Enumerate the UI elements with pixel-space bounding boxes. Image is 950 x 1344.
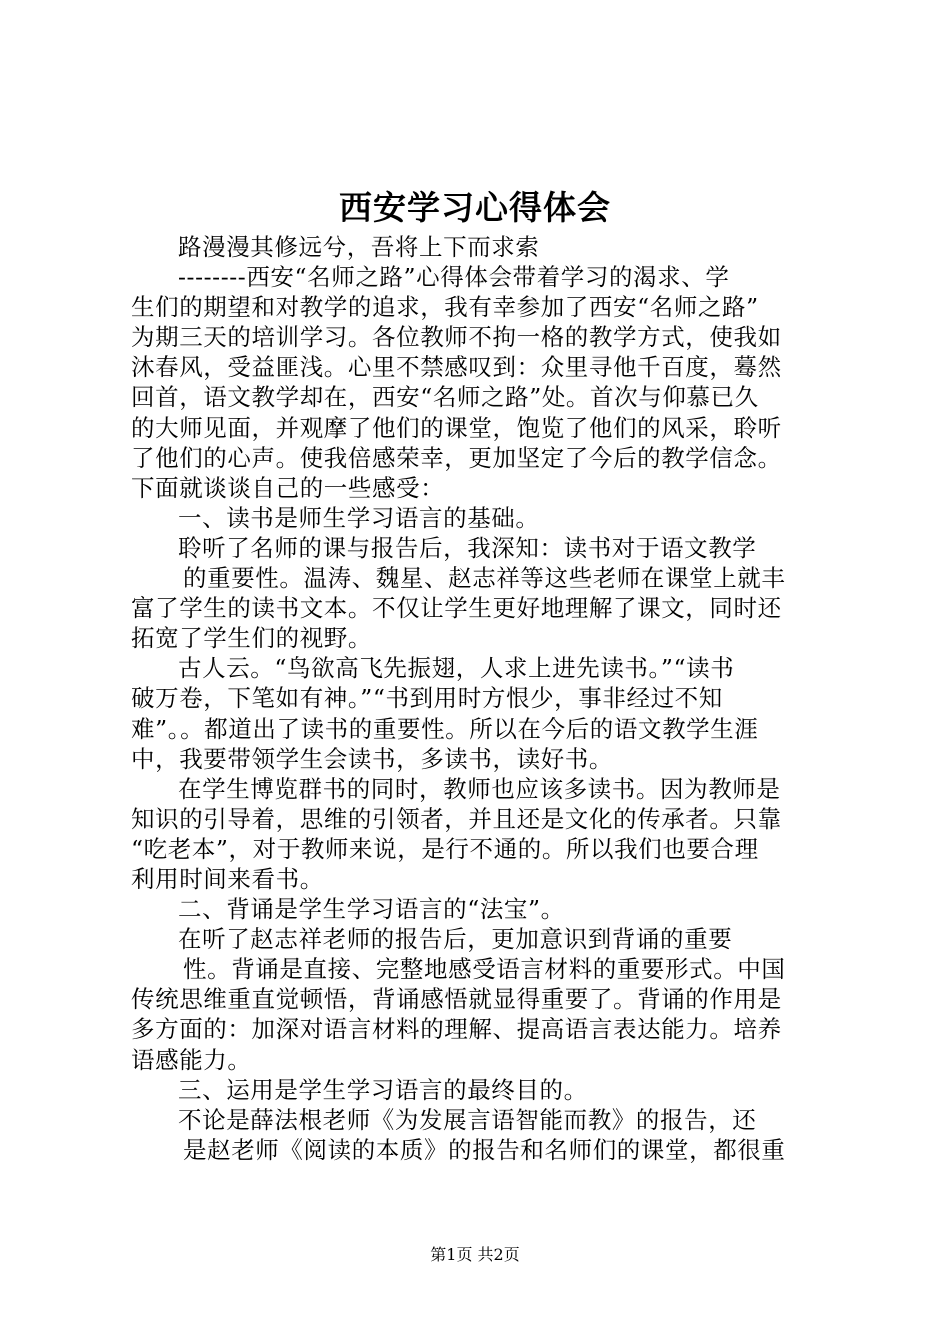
text-line: 二、背诵是学生学习语言的“法宝”。 [178,895,565,924]
text-line: 拓宽了学生们的视野。 [131,624,372,653]
text-line: 生们的期望和对教学的追求，我有幸参加了西安“名师之路” [131,293,759,322]
text-line: --------西安“名师之路”心得体会带着学习的渴求、学 [178,263,730,292]
text-line: 下面就谈谈自己的一些感受： [131,473,445,502]
text-line: 中，我要带领学生会读书，多读书，读好书。 [131,744,613,773]
text-line: 是赵老师《阅读的本质》的报告和名师们的课堂，都很重 [183,1135,786,1164]
text-line: 回首，语文教学却在，西安“名师之路”处。首次与仰慕已久 [131,383,759,412]
text-line: 了他们的心声。使我倍感荣幸，更加坚定了今后的教学信念。 [131,443,782,472]
text-line: “吃老本”，对于教师来说，是行不通的。所以我们也要合理 [131,834,759,863]
text-line: 在学生博览群书的同时，教师也应该多读书。因为教师是 [178,774,781,803]
text-line: 路漫漫其修远兮，吾将上下而求索 [178,233,540,261]
text-line: 的大师见面，并观摩了他们的课堂，饱览了他们的风采，聆听 [131,413,782,442]
text-line: 性。背诵是直接、完整地感受语言材料的重要形式。中国 [183,955,786,984]
text-line: 难”。。都道出了读书的重要性。所以在今后的语文教学生涯 [131,714,759,743]
document-body [131,232,831,1165]
text-line: 沐春风，受益匪浅。心里不禁感叹到：众里寻他千百度，蓦然 [131,353,782,382]
text-line: 为期三天的培训学习。各位教师不拘一格的教学方式，使我如 [131,323,782,352]
page-footer: 第1页 共2页 [430,1245,520,1264]
text-line: 三、运用是学生学习语言的最终目的。 [178,1075,588,1104]
text-line: 破万卷，下笔如有神。”“书到用时方恨少，事非经过不知 [131,684,723,713]
text-line: 利用时间来看书。 [131,864,324,893]
text-line: 语感能力。 [131,1045,252,1074]
text-line: 知识的引导着，思维的引领者，并且还是文化的传承者。只靠 [131,804,782,833]
text-line: 多方面的：加深对语言材料的理解、提高语言表达能力。培养 [131,1015,782,1044]
text-line: 聆听了名师的课与报告后，我深知：读书对于语文教学 [178,533,757,562]
text-line: 不论是薛法根老师《为发展言语智能而教》的报告，还 [178,1105,757,1134]
text-line: 的重要性。温涛、魏星、赵志祥等这些老师在课堂上就丰 [183,564,786,593]
text-line: 一、读书是师生学习语言的基础。 [178,503,540,532]
text-line: 在听了赵志祥老师的报告后，更加意识到背诵的重要 [178,925,733,954]
text-line: 富了学生的读书文本。不仅让学生更好地理解了课文，同时还 [131,594,782,623]
text-line: 古人云。“鸟欲高飞先振翅，人求上进先读书。”“读书 [178,654,735,683]
document-title: 西安学习心得体会 [339,188,611,227]
text-line: 传统思维重直觉顿悟，背诵感悟就显得重要了。背诵的作用是 [131,985,782,1014]
